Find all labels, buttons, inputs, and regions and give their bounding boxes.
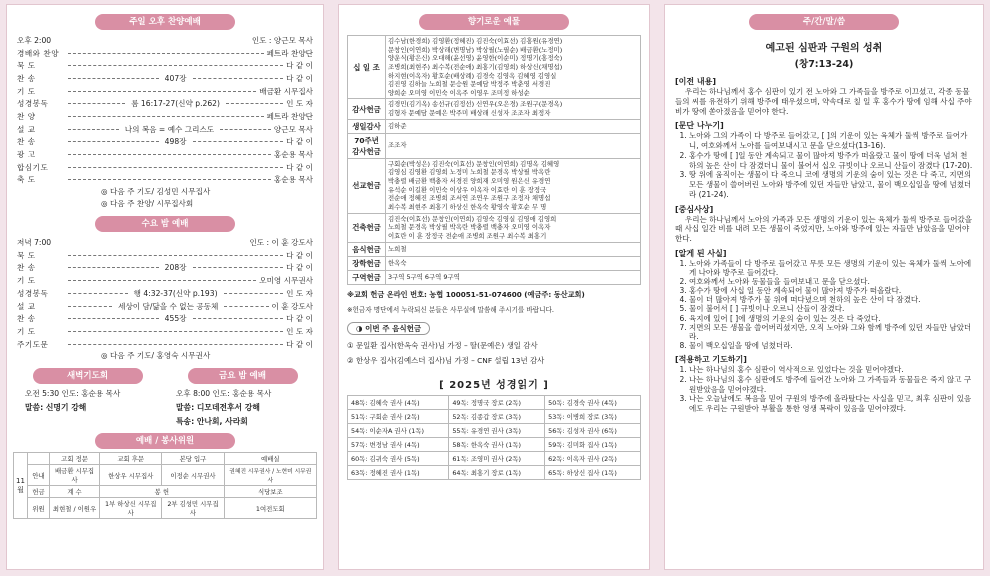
offering-name-line: 김영심 김영환 김영희 노정미 노희철 문경옥 박상필 박옥란	[388, 168, 551, 177]
offering-name-line: 박충렬 배금환 백충자 서경진 양희재 오미영 원은신 유경연	[388, 177, 551, 186]
reading-row	[348, 423, 641, 437]
service-head-2: 교회 후문	[100, 453, 162, 465]
center-title: [중심사상]	[675, 204, 714, 214]
offering-names	[386, 213, 641, 242]
wednesday-row-value: 인 도 자	[286, 288, 313, 298]
offering-type: 선교헌금	[348, 158, 386, 213]
wednesday-row	[17, 287, 313, 300]
service-usher-3: 이정순 시무권사	[162, 465, 224, 486]
sunday-pm-time: 오후 2:00	[17, 35, 52, 45]
wednesday-row-label: 주기도문	[17, 339, 49, 349]
wednesday-row-label: 기 도	[17, 326, 36, 336]
friday-section	[168, 368, 317, 427]
sunday-pm-row-label: 성경봉독	[17, 99, 49, 109]
list-item: 8. 물이 백오십일을 땅에 넘쳤더라.	[689, 341, 973, 350]
dotted-leader	[68, 267, 159, 268]
reading-cell: 54독: 이순자A 권사 (1독)	[348, 423, 449, 437]
offering-name-line: 이효란 이 훈 장정국 전순애 조병희 조원구 최수복 최홍기	[388, 231, 547, 240]
apply-list	[675, 365, 973, 414]
sunday-pm-row	[17, 174, 313, 187]
reading-cell: 64독: 최홍기 장로 (1독)	[449, 465, 545, 479]
sunday-pm-row	[17, 85, 313, 98]
service-usher-2: 한상우 시무집사	[100, 465, 162, 486]
wednesday-row-label: 찬 송	[17, 314, 36, 324]
sunday-pm-row-label: 찬 송	[17, 73, 36, 83]
offering-row	[348, 270, 641, 284]
sunday-pm-row	[17, 123, 313, 136]
offering-names	[386, 133, 641, 158]
list-item: 2. 여호와께서 노아와 동물들을 들여보내고 문을 닫으셨다.	[689, 277, 973, 286]
wednesday-row-value: 다 같 이	[286, 314, 313, 324]
dotted-leader	[68, 53, 264, 54]
sunday-pm-row-value: 양근모 목사	[273, 124, 313, 134]
wednesday-row	[17, 325, 313, 338]
facts-title: [알게 된 사실]	[675, 248, 727, 258]
offering-row	[348, 133, 641, 158]
account-number: ※교회 헌금 온라인 번호: 농협 100051-51-074600 (예금주: 동산교회)	[347, 289, 585, 299]
sermon-subtitle: (창7:13-24)	[794, 59, 854, 70]
offering-name-line: 김수남(한경희) 김영환(정혜진) 김진숙(이효선) 김홍원(유경연)	[388, 37, 563, 45]
wednesday-row-value: 이 훈 강도사	[271, 301, 313, 311]
sunday-pm-row-detail: 나의 복음 = 예수 그리스도	[124, 124, 215, 134]
offering-name-line: 노희철 문경옥 박상필 박옥란 박충렬 백충자 오미영 이옥자	[388, 223, 551, 232]
service-kitchen: 1여전도회	[224, 498, 316, 519]
meal-item-2: ② 한상우 집사(김예스더 집사)님 가정 – CNF 설립 13년 감사	[347, 355, 545, 365]
service-header: 예배 / 봉사위원	[95, 433, 235, 449]
service-head-1: 고회 정문	[50, 453, 100, 465]
reading-table	[347, 395, 641, 480]
sermon-title: 예고된 심판과 구원의 성취	[765, 43, 883, 54]
dawn-line-2: 말씀: 신명기 강해	[25, 403, 87, 413]
sunday-pm-row	[17, 47, 313, 60]
service-row-label	[28, 453, 50, 465]
reading-cell: 61독: 조영미 권사 (2독)	[449, 451, 545, 465]
dotted-leader	[193, 78, 284, 79]
dotted-leader	[224, 293, 284, 294]
wednesday-leader: 인도 : 이 훈 강도사	[249, 238, 313, 248]
sunday-pm-row-detail: 롬 16:17-27(신약 p.262)	[131, 99, 220, 109]
offering-name-line: 노희철	[388, 244, 407, 253]
sunday-pm-row	[17, 72, 313, 85]
offering-names	[386, 99, 641, 119]
service-offering-1: 1부 하상신 시무집사	[100, 498, 162, 519]
service-count-names: 최현철 / 이원우	[50, 498, 100, 519]
offerings-table	[347, 35, 641, 285]
wednesday-header: 수요 밤 예배	[95, 216, 235, 232]
service-count-head: 계 수	[50, 486, 100, 498]
dotted-leader	[193, 318, 284, 319]
wednesday-row-value: 다 같 이	[286, 339, 313, 349]
offering-name-line: 구회순(박성은) 김진숙(이효선) 문창인(이연희) 김명옥 김혜영	[388, 159, 560, 168]
list-item: 7. 지면의 모든 생물을 쓸어버리셨지만, 오직 노아와 그와 함께 방주에 있던 자들만 남았더라.	[689, 323, 973, 341]
sunday-pm-leader: 인도 : 양근모 목사	[251, 35, 313, 45]
sunday-pm-row-label: 광 고	[17, 150, 36, 160]
reading-title: [ 2025년 성경읽기 ]	[439, 379, 549, 391]
dotted-leader	[68, 116, 264, 117]
service-table	[13, 452, 317, 519]
prev-text: 우리는 하나님께서 홍수 심판이 있기 전 노아와 그 가족들을 방주로 이끄셨고, 각종 동물들의 씨를 유전하기 위해 방주에 태우셨으며, 약속대로 칠 일 후 홍수가 땅에 임해 사십 주야 비가 땅에 쏟아졌음을 믿어야 한다.	[675, 87, 972, 116]
reading-cell: 55독: 유경연 권사 (3독)	[449, 423, 545, 437]
sunday-pm-row-label: 축 도	[17, 175, 36, 185]
dotted-leader	[68, 78, 159, 79]
offering-type: 건축헌금	[348, 213, 386, 242]
offering-name-line: 최수복 최현주 최홍기 하상신 한옥숙 황영숙 황호순 무 명	[388, 202, 547, 211]
wednesday-row	[17, 262, 313, 275]
meal-item-1: ① 문일환 집사(한옥숙 권사)님 가정 – 딸(문예은) 생일 감사	[347, 340, 538, 350]
offering-name-line: 김진숙(이효선) 문창인(이연희) 김영숙 김영실 김영애 김영희	[388, 214, 557, 223]
sermon-header: 주/간/말/씀	[749, 14, 899, 30]
offering-type: 음식헌금	[348, 242, 386, 256]
wednesday-row	[17, 300, 313, 313]
service-kitchen-head: 식당보조	[224, 486, 316, 498]
friday-header: 금요 밤 예배	[188, 368, 298, 384]
offerings-header: 향기로운 예물	[419, 14, 569, 30]
reading-cell: 53독: 이병희 장로 (3독)	[545, 409, 641, 423]
meal-offering-title: ◑ 이번 주 음식헌금	[347, 322, 430, 335]
sunday-pm-row-label: 찬 양	[17, 111, 36, 121]
dotted-leader	[68, 65, 283, 66]
wednesday-row-detail: 455장	[164, 314, 187, 324]
list-item: 3. 나는 오늘날에도 복음을 믿어 구원의 방주에 올라탔다는 사실을 믿고, 최후 심판이 있음에도 우리는 구원받아 부활을 통한 영생 복락이 있음을 믿어야겠다.	[689, 394, 973, 414]
dotted-leader	[68, 293, 128, 294]
reading-cell: 60독: 김귀숙 권사 (5독)	[348, 451, 449, 465]
wednesday-time: 저녁 7:00	[17, 238, 52, 248]
offering-name-line: 조병희(최현주) 최수복(전순애) 최홍기(김영희) 하상신(채명섭)	[388, 62, 563, 71]
offering-type: 감사헌금	[348, 99, 386, 119]
sunday-pm-row-value: 홍순용 목사	[273, 175, 313, 185]
sunday-pm-row-value: 배금환 시무집사	[259, 86, 313, 96]
prev-title: [이전 내용]	[675, 77, 717, 86]
list-item: 5. 물이 불어서 [ ] 규빗이나 오르니 산들이 잠겼다.	[689, 304, 973, 313]
sunday-pm-row-value: 페트라 찬양단	[266, 111, 313, 121]
offering-name-line: 김진영 김하늘 노희철 문승원 문예담 박정주 박춘영 서경진	[388, 80, 551, 89]
service-head-3: 본당 입구	[162, 453, 224, 465]
reading-row	[348, 395, 641, 409]
offering-type: 70주년 감사헌금	[348, 133, 386, 158]
sunday-pm-row-value: 다 같 이	[286, 61, 313, 71]
service-usher-1: 배금환 시무집사	[50, 465, 100, 486]
friday-line-2: 말씀: 디모데전후서 강해	[176, 403, 260, 413]
list-item: 3. 땅 위에 움직이는 생물이 다 죽으니 코에 생명의 기운의 숨이 있는 것은 다 죽고, 지면의 모든 생물이 쓸어버린 노아와 방주에 있던 자들만 남았고, 물이 백오십일을 땅에 넘쳤더라 (21-24).	[689, 170, 973, 199]
wednesday-row	[17, 274, 313, 287]
dawn-section	[13, 368, 162, 427]
offering-name-line: 양희순 오미영 이민숙 이옥주 이영우 조미정 하성순	[388, 88, 530, 97]
offering-names	[386, 256, 641, 270]
reading-cell: 65독: 하상신 집사 (1독)	[545, 465, 641, 479]
sunday-pm-row-label: 묵 도	[17, 61, 36, 71]
wednesday-note-1: ◎ 다음 주 기도/ 홍영숙 시무권사	[101, 351, 211, 361]
wednesday-row-value: 다 같 이	[286, 263, 313, 273]
service-row2-label: 헌금	[28, 486, 50, 498]
reading-row	[348, 409, 641, 423]
reading-row	[348, 437, 641, 451]
offering-type: 생일감사	[348, 119, 386, 133]
dotted-leader	[68, 280, 256, 281]
account-note: ※헌금자 명단에서 누락되신 분들은 사무실에 말씀해 주시기를 바랍니다.	[347, 305, 555, 314]
friday-line-1: 오후 8:00 인도: 홍순용 목사	[176, 389, 272, 399]
offering-name-line: 전순애 정혜진 조병희 조서연 조연우 조원구 조정자 채명섭	[388, 194, 551, 203]
offering-name-line: 유석순 이길환 이민숙 이상우 이옥자 이효란 이 훈 장정국	[388, 185, 547, 194]
reading-cell: 51독: 구회순 권사 (2독)	[348, 409, 449, 423]
reading-cell: 63독: 정혜진 권사 (1독)	[348, 465, 449, 479]
offering-names	[386, 119, 641, 133]
wednesday-row-label: 기 도	[17, 276, 36, 286]
sunday-pm-row	[17, 59, 313, 72]
offering-row	[348, 119, 641, 133]
wednesday-row-value: 인 도 자	[286, 326, 313, 336]
sunday-pm-row-value: 다 같 이	[286, 73, 313, 83]
dotted-leader	[68, 318, 159, 319]
offering-name-line: 하지현(이옥자) 황호순(배상례) 김경숙 김영옥 김혜영 김영실	[388, 71, 557, 80]
list-item: 4. 물이 더 많아져 방주가 물 위에 떠다녔으며 천하의 높은 산이 다 잠겼다.	[689, 295, 973, 304]
dotted-leader	[68, 255, 283, 256]
reading-cell: 58독: 한옥숙 권사 (1독)	[449, 437, 545, 451]
list-item: 1. 나는 하나님의 홍수 심판이 역사적으로 있었다는 것을 믿어야겠다.	[689, 365, 973, 375]
dotted-leader	[220, 129, 271, 130]
list-item: 1. 노아와 가족들이 다 방주로 들어갔고 무릇 모든 생명의 기운이 있는 육체가 둘씩 노아에게 나아와 방주로 들어갔다.	[689, 259, 973, 277]
wednesday-row-detail: 행 4:32-37(신약 p.193)	[133, 288, 218, 298]
dotted-leader	[68, 91, 256, 92]
dotted-leader	[68, 103, 125, 104]
sunday-pm-row	[17, 148, 313, 161]
sunday-note-2: ◎ 다음 주 찬양/ 시무집사회	[101, 199, 194, 209]
offering-type: 장학헌금	[348, 256, 386, 270]
dawn-header: 새벽기도회	[33, 368, 143, 384]
sunday-pm-row-label: 설 교	[17, 124, 36, 134]
offering-type: 십 일 조	[348, 36, 386, 99]
reading-cell: 50독: 김경숙 권사 (4독)	[545, 395, 641, 409]
friday-line-3: 특송: 안나회, 사라회	[176, 417, 248, 427]
wednesday-row-label: 성경봉독	[17, 288, 49, 298]
sunday-note-1: ◎ 다음 주 기도/ 김성민 시무집사	[101, 187, 211, 197]
sunday-pm-row-value: 페트라 찬양단	[266, 48, 313, 58]
sunday-pm-time-row	[17, 34, 313, 47]
offering-names	[386, 36, 641, 99]
dotted-leader	[68, 331, 283, 332]
wednesday-row-detail: 208장	[164, 263, 187, 273]
sunday-pm-header: 주일 오후 찬양예배	[95, 14, 235, 30]
facts-list	[675, 259, 973, 350]
weekly-sermon-panel	[664, 4, 984, 570]
reading-row	[348, 451, 641, 465]
wednesday-row	[17, 249, 313, 262]
sunday-pm-row-value: 홍순용 목사	[273, 150, 313, 160]
service-table-wrap	[7, 449, 323, 519]
reading-cell: 48독: 김혜숙 권사 (4독)	[348, 395, 449, 409]
dotted-leader	[68, 179, 271, 180]
service-offering-head: 봉 헌	[100, 486, 225, 498]
dotted-leader	[68, 129, 119, 130]
dotted-leader	[68, 167, 283, 168]
dotted-leader	[68, 344, 283, 345]
sunday-pm-row-value: 다 같 이	[286, 162, 313, 172]
sunday-pm-row-detail: 407장	[164, 73, 187, 83]
sunday-pm-row-label: 찬 송	[17, 137, 36, 147]
reading-cell: 56독: 김성자 권사 (6독)	[545, 423, 641, 437]
service-usher-4: 권혜진 시무권사 / 노현미 시무권사	[224, 465, 316, 486]
offering-name-line: 김경민(김기옥) 송선규(김정선) 신연우(오은경) 조원구(문경옥)	[388, 100, 563, 109]
offering-name-line: 문창인(이연희) 박상래(변명남) 박상필(노필순) 배금환(노정미)	[388, 45, 563, 54]
service-head-4: 예배실	[224, 453, 316, 465]
sunday-pm-row	[17, 97, 313, 110]
offering-name-line: 3구역 5구역 6구역 9구역	[388, 272, 460, 281]
offering-names	[386, 158, 641, 213]
wednesday-row-value: 다 같 이	[286, 250, 313, 260]
offering-row	[348, 242, 641, 256]
dotted-leader	[193, 141, 284, 142]
sunday-pm-row	[17, 110, 313, 123]
wednesday-row-detail: 세상이 담/닮을 수 없는 공동체	[118, 301, 219, 311]
center-text: 우리는 하나님께서 노아의 가족과 모든 생명의 기운이 있는 육체가 둘씩 방주로 들어갔을 때 사십 일간 비를 내려 모든 생물이 죽었지만, 노아와 방주에 있는 자들만 남았음을 믿어야 한다.	[675, 214, 973, 243]
wednesday-row-label: 묵 도	[17, 250, 36, 260]
apply-title: [적용하고 기도하기]	[675, 355, 747, 365]
sunday-pm-row-detail: 498장	[164, 137, 187, 147]
list-item: 1. 노아와 그의 가족이 다 방주로 들어갔고, [ ]의 기운이 있는 육체가 둘씩 방주로 들어가니, 여호와께서 노아를 들여보내시고 문을 닫으셨다(13-16).	[689, 131, 973, 151]
offering-row	[348, 256, 641, 270]
list-item: 2. 홍수가 땅에 [ ]일 동안 계속되고 물이 많아져 방주가 떠올랐고 물이 땅에 더욱 넘쳐 천하의 높은 산이 다 잠겼더니 물이 불어서 십오 규빗이나 오르니 산들이 잠겼다 (17-20).	[689, 151, 973, 171]
dawn-line-1: 오전 5:30 인도: 홍순용 목사	[25, 389, 121, 399]
offering-row	[348, 213, 641, 242]
sunday-pm-row-label: 합심기도	[17, 162, 49, 172]
offering-type: 구역헌금	[348, 270, 386, 284]
offering-row	[348, 99, 641, 119]
reading-cell: 49독: 정명국 장로 (2독)	[449, 395, 545, 409]
para-list	[675, 131, 973, 199]
reading-cell: 62독: 이옥자 권사 (2독)	[545, 451, 641, 465]
dotted-leader	[68, 154, 271, 155]
service-row3-label: 위원	[28, 498, 50, 519]
sunday-pm-row-value: 다 같 이	[286, 137, 313, 147]
service-row1-label: 안내	[28, 465, 50, 486]
sunday-pm-row	[17, 161, 313, 174]
offering-names	[386, 242, 641, 256]
reading-cell: 57독: 변정남 권사 (4독)	[348, 437, 449, 451]
service-month: 11월	[14, 453, 28, 519]
reading-cell: 59독: 김미화 집사 (1독)	[545, 437, 641, 451]
wednesday-row-label: 설 교	[17, 301, 36, 311]
dotted-leader	[68, 141, 159, 142]
offering-name-line: 김형자 문예담 문예은 박주미 배상래 신성자 조조자 최정자	[388, 109, 551, 118]
list-item: 2. 나는 하나님의 홍수 심판에도 방주에 들어간 노아와 그 가족들과 동물들은 죽지 않고 구원받았음을 믿어야겠다.	[689, 375, 973, 395]
offering-names	[386, 270, 641, 284]
offerings-panel	[338, 4, 650, 570]
offering-name-line: 김하준	[388, 121, 407, 130]
sunday-pm-row-value: 인 도 자	[286, 99, 313, 109]
wednesday-row-value: 오미영 시무권사	[259, 276, 313, 286]
reading-row	[348, 465, 641, 479]
wednesday-row	[17, 338, 313, 351]
wednesday-time-row	[17, 236, 313, 249]
offering-row	[348, 36, 641, 99]
sunday-pm-row-label: 기 도	[17, 86, 36, 96]
offering-name-line: 한옥숙	[388, 258, 407, 267]
offering-row	[348, 158, 641, 213]
offering-name-line: 양운식(황은신) 오대해(윤선영) 윤영한(이순미) 정명기(홍정숙)	[388, 54, 563, 63]
list-item: 6. 육지에 있어 [ ]에 생명의 기운의 숨이 있는 것은 다 죽었다.	[689, 314, 973, 323]
reading-cell: 52독: 김종갑 장로 (3독)	[449, 409, 545, 423]
wednesday-row-label: 찬 송	[17, 263, 36, 273]
list-item: 3. 홍수가 땅에 사십 일 동안 계속되어 물이 많아져 방주가 떠올랐다.	[689, 286, 973, 295]
worship-order-panel	[6, 4, 324, 570]
dotted-leader	[68, 306, 112, 307]
sunday-pm-row-label: 경배와 찬양	[17, 48, 60, 58]
service-offering-2: 2부 김성민 시무집사	[162, 498, 224, 519]
dotted-leader	[226, 103, 283, 104]
dotted-leader	[193, 267, 284, 268]
wednesday-row	[17, 312, 313, 325]
offering-name-line: 조조자	[388, 141, 407, 150]
sunday-pm-row	[17, 136, 313, 149]
para-title: [문단 나누기]	[675, 121, 724, 131]
dotted-leader	[224, 306, 268, 307]
